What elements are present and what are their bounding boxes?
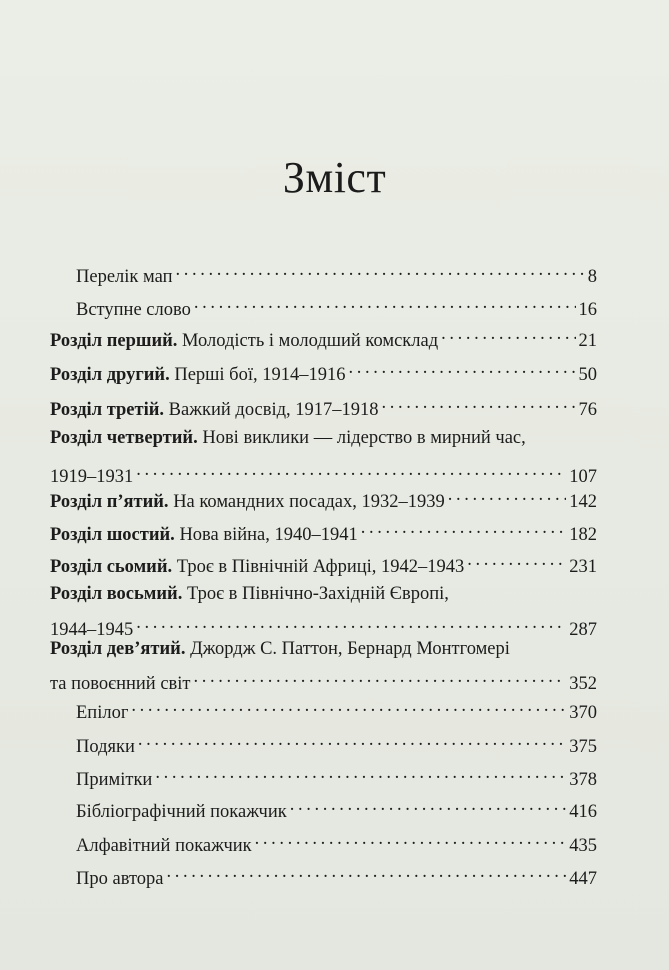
chapter-number: Розділ другий. (50, 365, 170, 385)
toc-page-number: 375 (569, 737, 597, 757)
toc-page-number: 142 (569, 492, 597, 512)
toc-page-number: 50 (578, 365, 597, 385)
toc-page-number: 107 (569, 467, 597, 487)
toc-page-number: 231 (569, 557, 597, 577)
leader-dots (175, 259, 584, 282)
toc-entry-chapter-7 (50, 549, 597, 577)
page-title: Зміст (282, 153, 387, 202)
chapter-title: Троє в Північній Африці, 1942–1943 (172, 557, 465, 577)
chapter-number: Розділ дев’ятий. (50, 639, 186, 659)
leader-dots (467, 549, 566, 572)
toc-page-number: 378 (569, 770, 597, 790)
toc-entry-maps (50, 259, 597, 287)
toc-entry-chapter-6 (50, 517, 597, 545)
leader-dots (194, 666, 567, 689)
leader-dots (255, 828, 567, 851)
chapter-title: Перші бої, 1914–1916 (169, 365, 346, 385)
chapter-title-continued: та повоєнний світ (50, 674, 191, 694)
leader-dots (382, 392, 576, 415)
leader-dots (155, 762, 566, 785)
chapter-title-continued: 1944–1945 (50, 620, 134, 640)
leader-dots (136, 459, 566, 482)
toc-entry-foreword (50, 292, 597, 320)
toc-entry-label: Примітки (76, 770, 153, 790)
chapter-number: Розділ четвертий. (50, 428, 198, 448)
toc-entry-label: Вступне слово (76, 300, 191, 320)
toc-page-number: 8 (587, 267, 597, 287)
chapter-title: Молодість і молодший комсклад (177, 331, 439, 351)
toc-page-number: 416 (569, 802, 597, 822)
toc-entry-chapter-9 (50, 638, 597, 694)
chapter-title: Джордж С. Паттон, Бернард Монтгомері (185, 639, 510, 659)
toc-entry-bibliography (50, 794, 597, 822)
chapter-title: Важкий досвід, 1917–1918 (164, 400, 379, 420)
toc-page-number: 352 (569, 674, 597, 694)
toc-entry-label: Подяки (76, 737, 135, 757)
toc-entry-label: Алфавітний покажчик (76, 836, 252, 856)
leader-dots (136, 612, 566, 635)
leader-dots (448, 484, 567, 507)
toc-entry-chapter-2 (50, 357, 597, 385)
toc-entry-label: Перелік мап (76, 267, 173, 287)
toc-page-number: 370 (569, 703, 597, 723)
leader-dots (131, 695, 566, 718)
toc-page-number: 447 (569, 869, 597, 889)
toc-entry-chapter-4 (50, 427, 597, 487)
leader-dots (290, 794, 567, 817)
toc-entry-index (50, 828, 597, 856)
toc-entry-epilogue (50, 695, 597, 723)
toc-entry-chapter-3 (50, 392, 597, 420)
toc-entry-chapter-5 (50, 484, 597, 512)
toc-page-number: 287 (569, 620, 597, 640)
chapter-title: На командних посадах, 1932–1939 (168, 492, 445, 512)
leader-dots (361, 517, 566, 540)
toc-entry-about-author (50, 861, 597, 889)
toc-entry-chapter-1 (50, 323, 597, 351)
leader-dots (348, 357, 575, 380)
chapter-title: Троє в Північно-Західній Європі, (182, 584, 449, 604)
toc-entry-label: Про автора (76, 869, 164, 889)
toc-page-number: 16 (578, 300, 597, 320)
chapter-number: Розділ перший. (50, 331, 178, 351)
chapter-number: Розділ п’ятий. (50, 492, 169, 512)
chapter-number: Розділ сьомий. (50, 557, 173, 577)
toc-entry-label: Бібліографічний покажчик (76, 802, 287, 822)
toc-page-number: 76 (578, 400, 597, 420)
chapter-title: Нові виклики — лідерство в мирний час, (197, 428, 526, 448)
chapter-number: Розділ третій. (50, 400, 165, 420)
leader-dots (167, 861, 567, 884)
chapter-number: Розділ восьмий. (50, 584, 183, 604)
chapter-number: Розділ шостий. (50, 525, 175, 545)
toc-entry-notes (50, 762, 597, 790)
chapter-title: Нова війна, 1940–1941 (174, 525, 358, 545)
toc-entry-acknowledgements (50, 729, 597, 757)
toc-page-number: 435 (569, 836, 597, 856)
leader-dots (441, 323, 575, 346)
leader-dots (138, 729, 566, 752)
toc-page-number: 21 (578, 331, 597, 351)
toc-page-number: 182 (569, 525, 597, 545)
toc-entry-chapter-8 (50, 583, 597, 640)
chapter-title-continued: 1919–1931 (50, 467, 134, 487)
toc-entry-label: Епілог (76, 703, 129, 723)
leader-dots (194, 292, 576, 315)
